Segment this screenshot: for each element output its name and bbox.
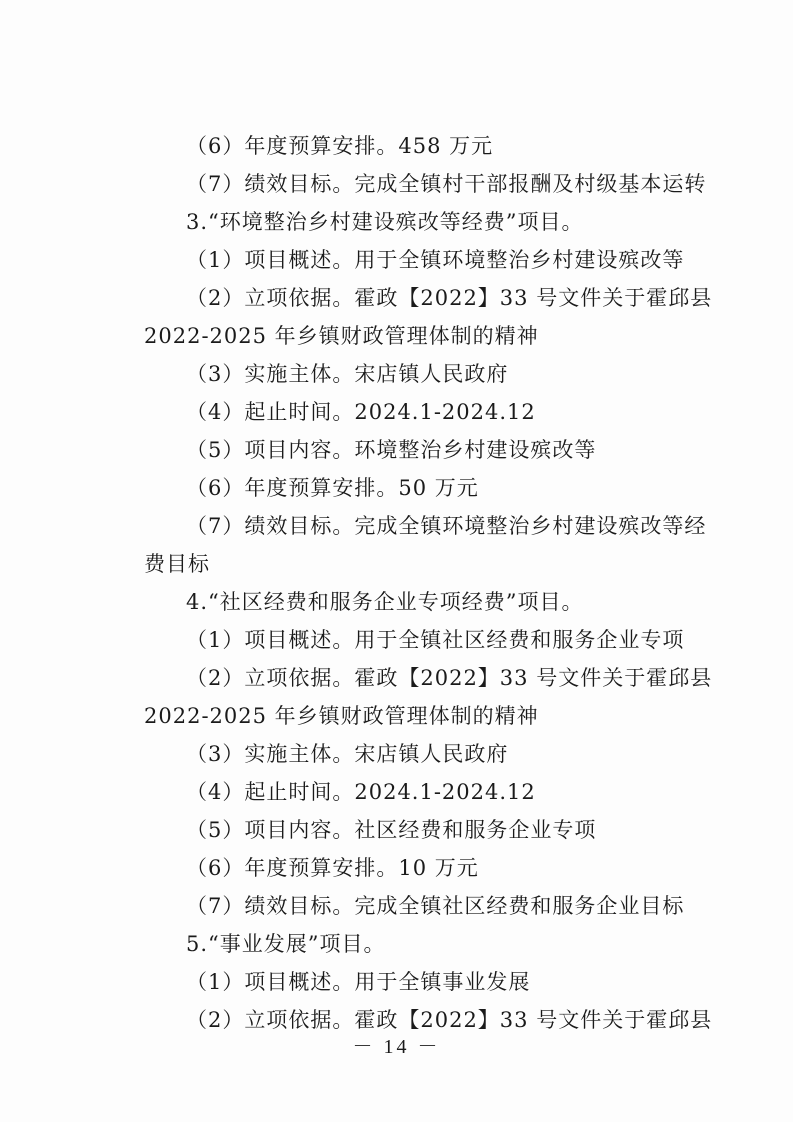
section-heading-4: 4.“社区经费和服务企业专项经费”项目。 <box>186 590 584 614</box>
text-line-goal-3: （7）绩效目标。完成全镇环境整治乡村建设殡改等经 <box>186 514 707 538</box>
text-line-content-4: （5）项目内容。社区经费和服务企业专项 <box>186 818 597 842</box>
text-line-basis-3: （2）立项依据。霍政【2022】33 号文件关于霍邱县 <box>186 286 713 310</box>
text-line-basis-4: （2）立项依据。霍政【2022】33 号文件关于霍邱县 <box>186 666 713 690</box>
text-line-goal-village-cadres: （7）绩效目标。完成全镇村干部报酬及村级基本运转 <box>186 172 707 196</box>
text-line-goal-3-cont: 费目标 <box>144 552 210 576</box>
text-line-budget-458: （6）年度预算安排。458 万元 <box>186 134 494 158</box>
text-line-basis-4-cont: 2022-2025 年乡镇财政管理体制的精神 <box>144 704 539 728</box>
text-line-goal-4: （7）绩效目标。完成全镇社区经费和服务企业目标 <box>186 894 685 918</box>
text-line-overview-3: （1）项目概述。用于全镇环境整治乡村建设殡改等 <box>186 248 685 272</box>
text-line-period-4: （4）起止时间。2024.1-2024.12 <box>186 780 536 804</box>
text-line-budget-3: （6）年度预算安排。50 万元 <box>186 476 479 500</box>
section-heading-3: 3.“环境整治乡村建设殡改等经费”项目。 <box>186 210 584 234</box>
text-line-overview-4: （1）项目概述。用于全镇社区经费和服务企业专项 <box>186 628 685 652</box>
text-line-basis-3-cont: 2022-2025 年乡镇财政管理体制的精神 <box>144 324 539 348</box>
text-line-content-3: （5）项目内容。环境整治乡村建设殡改等 <box>186 438 597 462</box>
text-line-subject-4: （3）实施主体。宋店镇人民政府 <box>186 742 509 766</box>
text-line-budget-4: （6）年度预算安排。10 万元 <box>186 856 479 880</box>
section-heading-5: 5.“事业发展”项目。 <box>186 932 386 956</box>
text-line-basis-5: （2）立项依据。霍政【2022】33 号文件关于霍邱县 <box>186 1008 713 1032</box>
text-line-period-3: （4）起止时间。2024.1-2024.12 <box>186 400 536 424</box>
page-number: － 14 － <box>352 1036 441 1058</box>
text-line-overview-5: （1）项目概述。用于全镇事业发展 <box>186 970 531 994</box>
text-line-subject-3: （3）实施主体。宋店镇人民政府 <box>186 362 509 386</box>
